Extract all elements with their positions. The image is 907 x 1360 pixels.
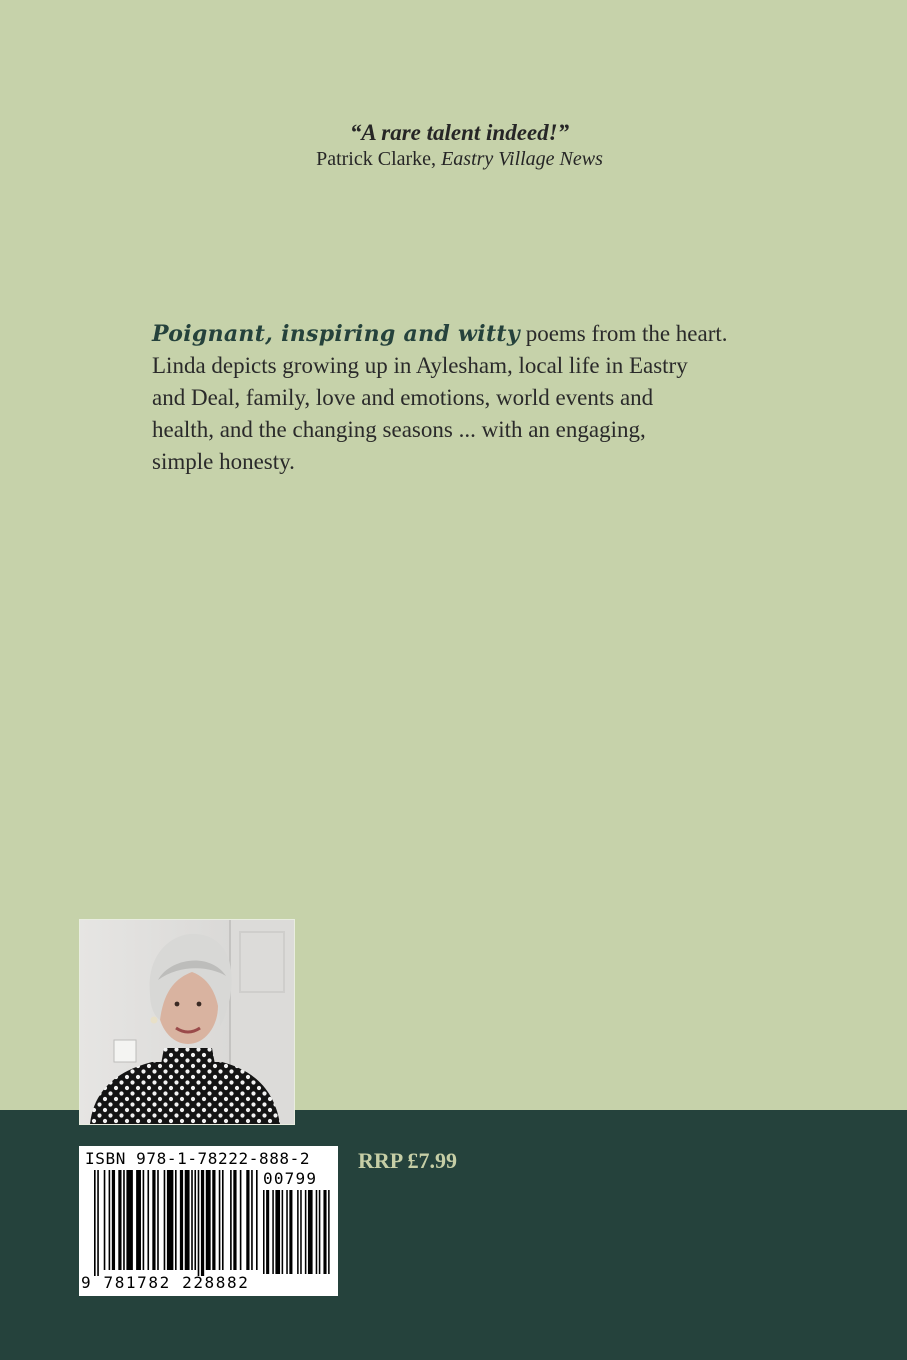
barcode-bar — [94, 1170, 96, 1276]
barcode-bar — [246, 1170, 249, 1270]
barcode-bar — [123, 1170, 125, 1270]
barcode-bar — [185, 1170, 190, 1270]
barcode-bar — [118, 1170, 121, 1270]
book-blurb — [152, 318, 772, 478]
barcode-bar — [175, 1170, 177, 1270]
barcode-bar — [300, 1190, 302, 1274]
barcode-bar — [219, 1170, 221, 1270]
barcode-bar — [297, 1190, 299, 1274]
barcode-bar — [157, 1170, 159, 1270]
quote-text: “A rare talent indeed!” — [349, 120, 570, 145]
ean-digits: 9 781782 228882 — [81, 1273, 250, 1292]
quote-author: Patrick Clarke, — [316, 148, 437, 170]
blurb-line-5: simple honesty. — [152, 449, 295, 474]
author-portrait-image — [80, 920, 294, 1124]
barcode-bar — [328, 1190, 330, 1274]
barcode-bar — [263, 1190, 265, 1274]
barcode-bar — [164, 1170, 166, 1270]
barcode-bar — [251, 1170, 253, 1270]
barcode-bar — [143, 1170, 145, 1270]
barcode-bar — [206, 1170, 211, 1270]
barcode-bar — [109, 1170, 111, 1270]
barcode-bar — [282, 1190, 284, 1274]
barcode-bar — [256, 1170, 258, 1270]
barcode-bar — [230, 1170, 232, 1270]
barcode-bar — [289, 1190, 292, 1274]
blurb-line-2: Linda depicts growing up in Aylesham, local life in Eastry — [152, 353, 688, 378]
blurb-line-3: and Deal, family, love and emotions, world events and — [152, 385, 654, 410]
barcode-bar — [194, 1170, 196, 1270]
barcode-bar — [275, 1190, 280, 1274]
barcode-bar — [233, 1170, 236, 1270]
barcode-bar — [286, 1190, 288, 1274]
barcode-bar — [97, 1170, 99, 1276]
barcode-bar — [305, 1190, 307, 1274]
barcode-addon-bars — [263, 1190, 333, 1276]
isbn-barcode — [79, 1146, 338, 1296]
quote-publication: Eastry Village News — [441, 148, 603, 170]
barcode-main-bars — [94, 1170, 260, 1276]
barcode-bar — [112, 1170, 115, 1270]
barcode-bar — [308, 1190, 313, 1274]
blurb-line-1-rest: poems from the heart. — [519, 321, 728, 346]
rrp-price: RRP £7.99 — [358, 1148, 457, 1173]
barcode-bar — [191, 1170, 193, 1270]
barcode-bar — [198, 1170, 200, 1276]
barcode-bar — [126, 1170, 132, 1270]
barcode-bar — [104, 1170, 106, 1270]
barcode-bar — [147, 1170, 149, 1270]
barcode-bar — [323, 1190, 326, 1274]
barcode-bar — [316, 1190, 318, 1274]
author-photo — [79, 919, 295, 1125]
barcode-bar — [201, 1170, 204, 1276]
barcode-bar — [180, 1170, 183, 1270]
blurb-line-4: health, and the changing seasons ... with an engaging, — [152, 417, 646, 442]
barcode-bar — [266, 1190, 269, 1274]
isbn-label: ISBN 978-1-78222-888-2 — [85, 1149, 311, 1168]
barcode-price-code: 00799 — [263, 1169, 318, 1188]
quote-attribution — [12, 146, 907, 172]
barcode-bar — [212, 1170, 215, 1270]
barcode-bar — [167, 1170, 173, 1270]
blurb-lead: Poignant, inspiring and witty — [152, 321, 520, 347]
blurb-line-1 — [152, 318, 772, 350]
barcode-bar — [240, 1170, 242, 1270]
review-quote — [0, 120, 907, 172]
barcode-bar — [222, 1170, 224, 1270]
barcode-bar — [152, 1170, 155, 1270]
barcode-bar — [319, 1190, 321, 1274]
barcode-bar — [272, 1190, 274, 1274]
barcode-bar — [136, 1170, 141, 1270]
